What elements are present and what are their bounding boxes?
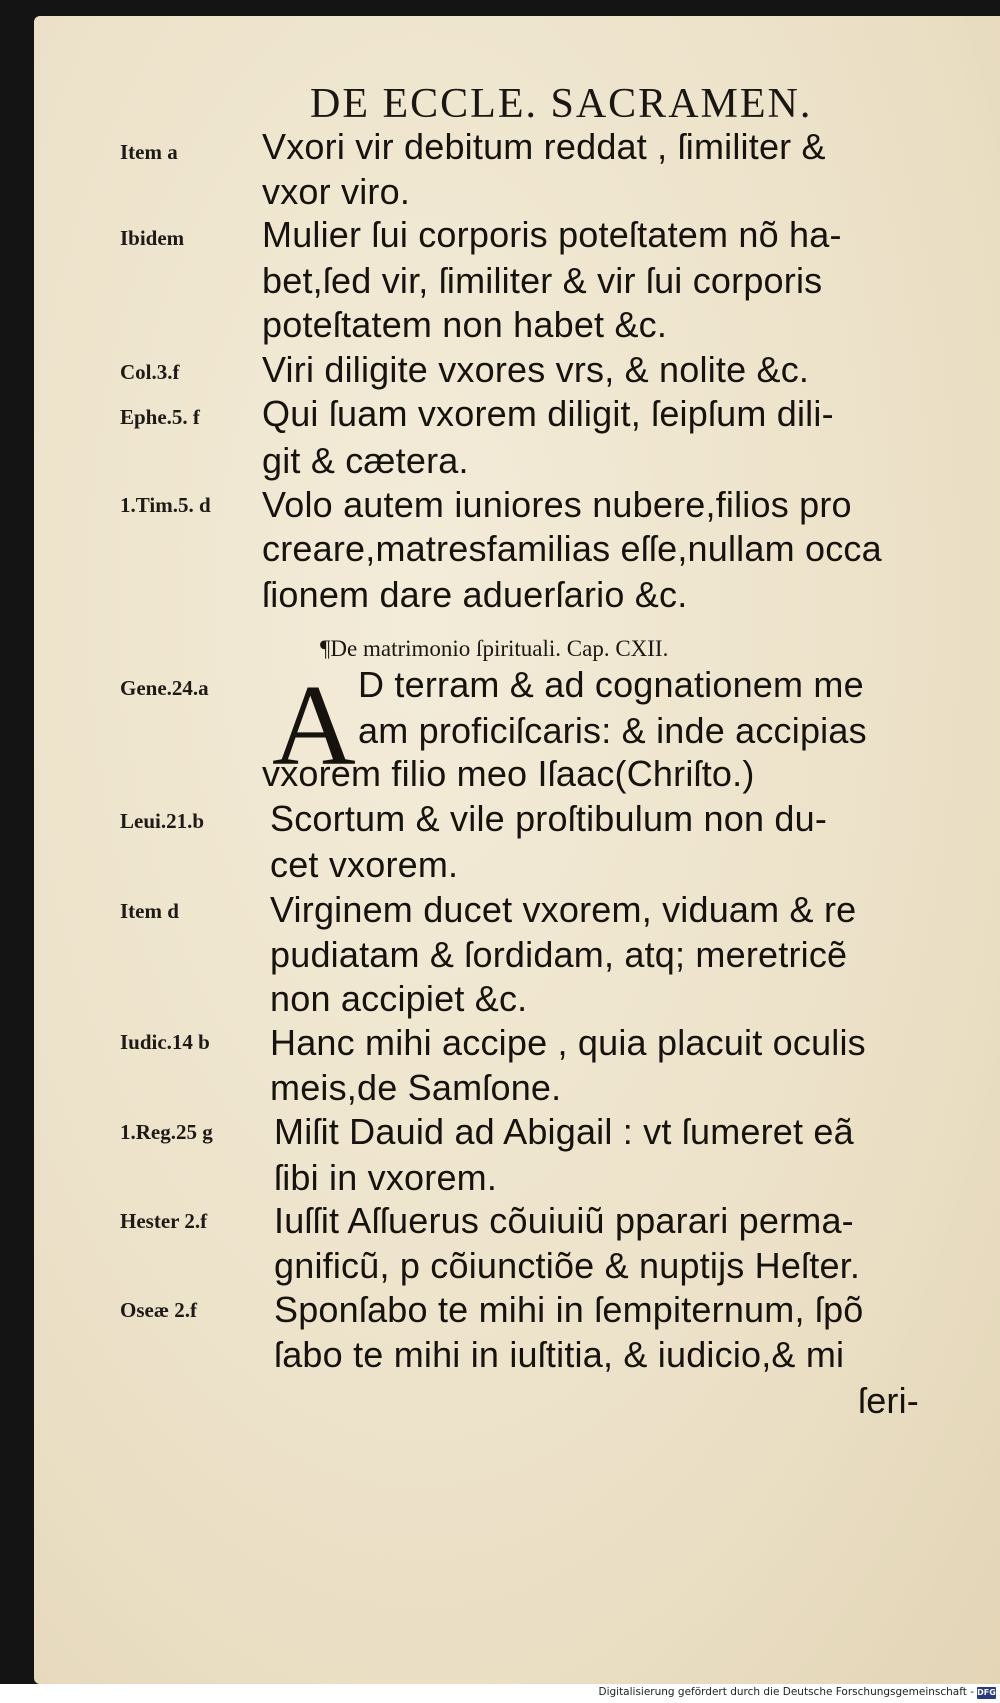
text-line: ſibi in vxorem. — [274, 1157, 498, 1198]
text-line: ſabo te mihi in iuſtitia, & iudicio,& mi — [274, 1334, 845, 1375]
running-head: DE ECCLE. SACRAMEN. — [310, 81, 813, 127]
text-line: Miſit Dauid ad Abigail : vt ſumeret eã — [274, 1111, 854, 1152]
drop-cap: A — [272, 662, 356, 790]
text-line: vxorem filio meo Iſaac(Chriſto.) — [262, 753, 755, 794]
margin-note: Gene.24.a — [120, 676, 209, 700]
text-line: Iuſſit Aſſuerus cõuiuiũ pparari perma- — [274, 1200, 854, 1241]
margin-note: Item a — [120, 140, 178, 164]
dfg-logo: DFG — [977, 1688, 996, 1697]
text-line: poteſtatem non habet &c. — [262, 304, 668, 345]
text-line: Hanc mihi accipe , quia placuit oculis — [270, 1022, 866, 1063]
text-line: non accipiet &c. — [270, 978, 528, 1019]
text-line: ſionem dare aduerſario &c. — [262, 574, 688, 615]
text-line: Virginem ducet vxorem, viduam & re — [270, 889, 857, 930]
text-line: Sponſabo te mihi in ſempiternum, ſpõ — [274, 1289, 864, 1330]
margin-note: Ibidem — [120, 226, 185, 250]
margin-note: 1.Tim.5. d — [120, 493, 211, 517]
text-line: ſeri- — [858, 1380, 919, 1421]
text-line: Mulier ſui corporis poteſtatem nõ ha- — [262, 214, 842, 255]
text-line: Qui ſuam vxorem diligit, ſeipſum dili- — [262, 393, 834, 434]
text-line: creare,matresfamilias eſſe,nullam occa — [262, 528, 882, 569]
text-line: gnificũ, p cõiunctiõe & nuptijs Heſter. — [274, 1245, 861, 1286]
margin-note: Ephe.5. f — [120, 405, 200, 429]
section-heading: ¶De matrimonio ſpirituali. Cap. CXII. — [320, 636, 669, 661]
text-line: am proficiſcaris: & inde accipias — [358, 710, 867, 751]
text-line: cet vxorem. — [270, 844, 459, 885]
footer-credit: Digitalisierung gefördert durch die Deutsche Forschungsgemeinschaft - — [598, 1686, 974, 1698]
margin-note: Oseæ 2.f — [120, 1298, 197, 1322]
text-line: Vxori vir debitum reddat , ſimiliter & — [262, 126, 826, 167]
margin-note: Leui.21.b — [120, 809, 205, 833]
text-line: Volo autem iuniores nubere,filios pro — [262, 484, 852, 525]
margin-note: Item d — [120, 899, 179, 923]
text-line: meis,de Samſone. — [270, 1067, 562, 1108]
text-line: Scortum & vile proſtibulum non du- — [270, 798, 828, 839]
margin-note: Col.3.f — [120, 360, 180, 384]
text-line: git & cætera. — [262, 440, 469, 481]
margin-note: Hester 2.f — [120, 1209, 208, 1233]
text-line: D terram & ad cognationem me — [358, 664, 864, 705]
text-line: bet,ſed vir, ſimiliter & vir ſui corporis — [262, 260, 823, 301]
margin-note: 1.Reg.25 g — [120, 1120, 213, 1144]
text-line: vxor viro. — [262, 171, 411, 212]
digitization-footer — [0, 1684, 1000, 1703]
margin-note: Iudic.14 b — [120, 1030, 210, 1054]
text-line: pudiatam & ſordidam, atq; meretricẽ — [270, 934, 848, 975]
text-line: Viri diligite vxores vrs, & nolite &c. — [262, 349, 810, 390]
